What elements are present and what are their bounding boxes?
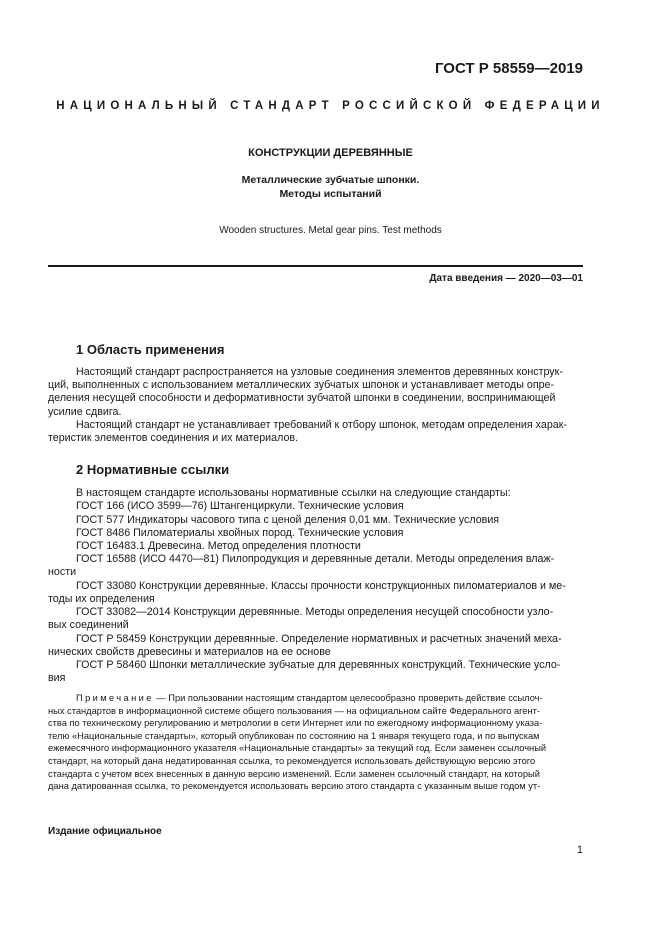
note-line: стандарта с учетом всех внесенных в данную версию изменений. Если заменен ссылочный стандарт, на который xyxy=(48,768,540,779)
text-line: деления несущей способности и деформативности зубчатой шпонки в соединении, воспринимающей xyxy=(48,392,556,405)
reference-item-continuation: тоды их определения xyxy=(48,593,155,605)
document-title: КОНСТРУКЦИИ ДЕРЕВЯННЫЕ xyxy=(248,147,413,159)
reference-item: ГОСТ 33082—2014 Конструкции деревянные. Методы определения несущей способности узло- xyxy=(76,606,554,618)
document-code: ГОСТ Р 58559—2019 xyxy=(434,60,583,77)
note-label: Примечание xyxy=(76,693,154,703)
document-subtitle xyxy=(0,173,661,201)
note-line: стандарт, на который дана недатированная ссылка, то рекомендуется использовать действующую версию этого xyxy=(48,755,536,766)
reference-item: ГОСТ Р 58459 Конструкции деревянные. Определение нормативных и расчетных значений меха- xyxy=(76,633,562,645)
reference-item-continuation: вия xyxy=(48,672,66,684)
text-line: Настоящий стандарт не устанавливает требований к отбору шпонок, методам определения харак- xyxy=(76,419,567,431)
reference-item: ГОСТ 33080 Конструкции деревянные. Классы прочности конструкционных пиломатериалов и ме- xyxy=(76,580,566,592)
english-title: Wooden structures. Metal gear pins. Test methods xyxy=(219,225,442,236)
note-line xyxy=(48,692,583,705)
note-block xyxy=(48,692,583,793)
text-line: Настоящий стандарт распространяется на узловые соединения элементов деревянных конструк- xyxy=(76,366,563,378)
reference-item-continuation: вых соединений xyxy=(48,619,129,631)
page-number: 1 xyxy=(576,844,583,856)
reference-item: ГОСТ Р 58460 Шпонки металлические зубчатые для деревянных конструкций. Технические усло- xyxy=(76,659,561,671)
section-1-heading: 1 Область применения xyxy=(76,342,225,357)
reference-item-continuation: ности xyxy=(48,566,77,578)
official-edition-label: Издание официальное xyxy=(48,826,162,837)
reference-item: ГОСТ 166 (ИСО 3599—76) Штангенциркули. Технические условия xyxy=(76,500,404,512)
note-line: ства по техническому регулированию и метрологии в сети Интернет или по ежегодному информационному указа- xyxy=(48,718,543,729)
subtitle-line-1: Металлические зубчатые шпонки. xyxy=(241,174,420,186)
reference-item-continuation: нических свойств древесины и материалов на ее основе xyxy=(48,646,331,658)
reference-item: ГОСТ 8486 Пиломатериалы хвойных пород. Технические условия xyxy=(76,527,404,539)
introduction-date: Дата введения — 2020—03—01 xyxy=(429,273,583,284)
subtitle-line-2: Методы испытаний xyxy=(279,188,382,200)
text-line: теристик элементов соединения и их материалов. xyxy=(48,432,299,445)
section-1-paragraph-2 xyxy=(48,419,583,445)
section-2-intro: В настоящем стандарте использованы нормативные ссылки на следующие стандарты: xyxy=(76,487,511,499)
header-divider xyxy=(48,265,583,267)
reference-item: ГОСТ 16483.1 Древесина. Метод определения плотности xyxy=(76,540,361,552)
reference-item: ГОСТ 16588 (ИСО 4470—81) Пилопродукция и деревянные детали. Методы определения влаж- xyxy=(76,553,555,565)
note-text: — При пользовании настоящим стандартом целесообразно проверить действие ссылоч- xyxy=(153,693,543,703)
reference-item: ГОСТ 577 Индикаторы часового типа с ценой деления 0,01 мм. Технические условия xyxy=(76,514,500,526)
text-line: ций, выполненных с использованием металлических зубчатых шпонок и устанавливает методы опре- xyxy=(48,379,555,392)
note-line: ных стандартов в информационной системе общего пользования — на официальном сайте Федерального агент- xyxy=(48,705,540,716)
note-line: ежемесячного информационного указателя «Национальные стандарты» за текущий год. Если заменен ссылочный xyxy=(48,743,547,754)
note-line: телю «Национальные стандарты», который опубликован по состоянию на 1 января текущего года, и по выпускам xyxy=(48,730,540,741)
note-line: дана датированная ссылка, то рекомендуется использовать версию этого стандарта с указанным выше годом ут- xyxy=(48,781,541,792)
section-1-paragraph-1 xyxy=(48,366,583,419)
text-line: усилие сдвига. xyxy=(48,405,122,418)
national-standard-banner: НАЦИОНАЛЬНЫЙ СТАНДАРТ РОССИЙСКОЙ ФЕДЕРАЦИИ xyxy=(56,100,605,112)
section-2-heading: 2 Нормативные ссылки xyxy=(76,462,230,477)
